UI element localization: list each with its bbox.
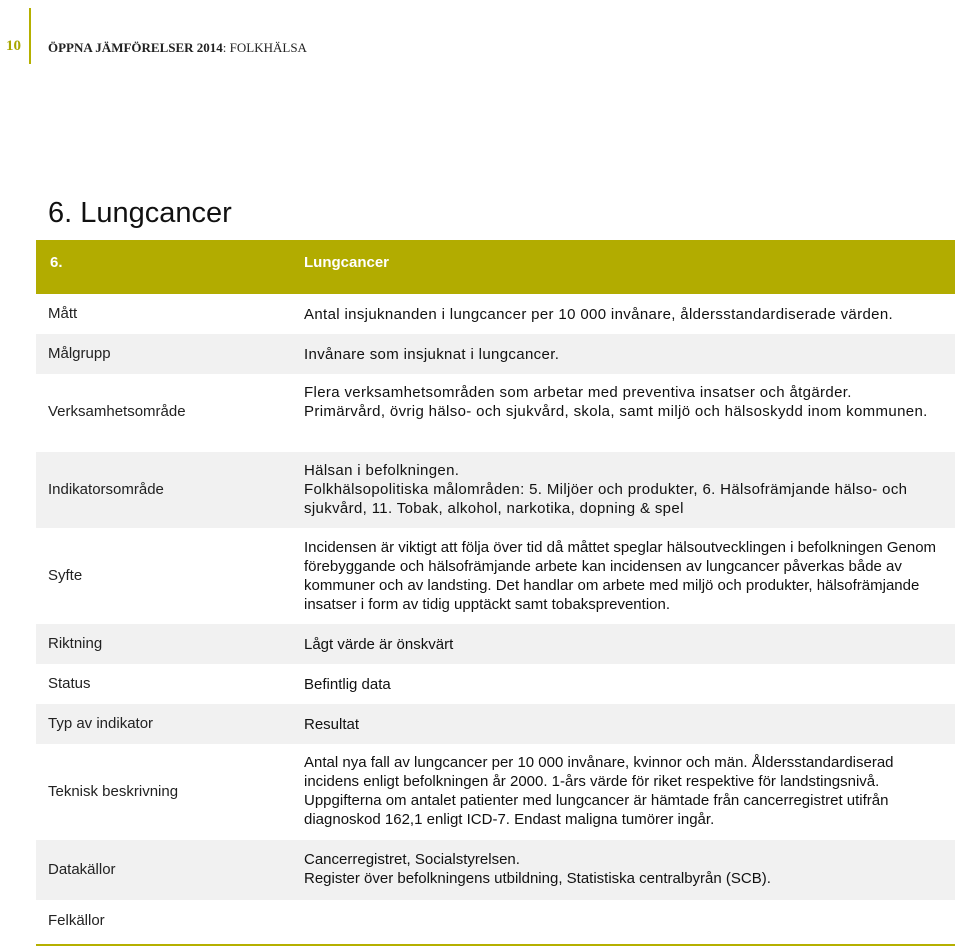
row-label: Teknisk beskrivning: [48, 783, 179, 800]
row-label: Mått: [48, 305, 78, 322]
page-header: [0, 0, 960, 70]
table-header-band: [36, 240, 955, 294]
row-value-line: Befintlig data: [304, 676, 391, 693]
running-head-bold: ÖPPNA JÄMFÖRELSER 2014: [48, 40, 223, 55]
row-value: [304, 715, 944, 734]
table-bottom-rule: [36, 944, 955, 946]
row-value: [304, 305, 944, 324]
running-head-rest: : FOLKHÄLSA: [222, 40, 307, 55]
table-row: [36, 840, 955, 900]
row-value-line: Antal nya fall av lungcancer per 10 000 invånare, kvinnor och män. Åldersstandardiserad incidens enligt befolkningen år 2000. 1-års värde för riket respektive för landstingsnivå. Uppgifterna om antalet patienter med lungcancer är hämtade från cancerregistret utifrån diagnoskod 162,1 enligt ICD-7. Endast maligna tumörer ingår.: [304, 754, 894, 828]
row-value: [304, 675, 944, 694]
row-value: [304, 538, 944, 614]
row-label: Datakällor: [48, 861, 116, 878]
row-value-line: Incidensen är viktigt att följa över tid då måttet speglar hälsoutvecklingen i befolkningen Genom förebyggande och hälsofrämjande arbete kan incidensen av lungcancer påverkas både av kommuner och av landsting. Det handlar om arbete med miljö och produkter, hälsofrämjande insatser i form av tidig upptäckt samt tobaksprevention.: [304, 539, 937, 613]
row-value: [304, 850, 944, 888]
row-value-line: Flera verksamhetsområden som arbetar med preventiva insatser och åtgärder.: [304, 384, 852, 401]
row-value: [304, 461, 944, 518]
row-value: [304, 635, 944, 654]
row-value-line: Hälsan i befolkningen.: [304, 462, 460, 479]
table-row: [36, 624, 955, 664]
table-row: [36, 900, 955, 944]
table-header-title: Lungcancer: [304, 254, 390, 271]
row-label: Indikatorsområde: [48, 481, 164, 498]
row-value-line: Invånare som insjuknat i lungcancer.: [304, 346, 560, 363]
row-value: [304, 345, 944, 364]
page-number: 10: [6, 38, 21, 54]
header-divider: [29, 8, 31, 64]
table-row: [36, 294, 955, 334]
row-value: [304, 383, 944, 421]
row-label: Syfte: [48, 567, 83, 584]
table-row: [36, 664, 955, 704]
table-row: [36, 334, 955, 374]
table-row: [36, 528, 955, 624]
row-label: Felkällor: [48, 912, 105, 929]
table-row: [36, 452, 955, 528]
row-value-line: Resultat: [304, 716, 360, 733]
table-header-number: 6.: [50, 254, 63, 271]
row-value-line: Primärvård, övrig hälso- och sjukvård, skola, samt miljö och hälsoskydd inom kommunen.: [304, 403, 928, 420]
row-value-line: Cancerregistret, Socialstyrelsen.: [304, 851, 520, 868]
row-value-line: Lågt värde är önskvärt: [304, 636, 454, 653]
running-head: [48, 40, 307, 56]
row-label: Typ av indikator: [48, 715, 154, 732]
table-row: [36, 704, 955, 744]
row-value-line: Antal insjuknanden i lungcancer per 10 000 invånare, åldersstandardiserade värden.: [304, 306, 894, 323]
row-value-line: Folkhälsopolitiska målområden: 5. Miljöer och produkter, 6. Hälsofrämjande hälso- och sjukvård, 11. Tobak, alkohol, narkotika, dopning & spel: [304, 481, 908, 517]
table-row: [36, 374, 955, 452]
row-label: Riktning: [48, 635, 103, 652]
row-value-line: Register över befolkningens utbildning, Statistiska centralbyrån (SCB).: [304, 870, 771, 887]
chapter-title: 6. Lungcancer: [48, 197, 232, 229]
table-row: [36, 744, 955, 840]
row-label: Verksamhetsområde: [48, 403, 186, 420]
row-label: Målgrupp: [48, 345, 111, 362]
row-label: Status: [48, 675, 91, 692]
row-value: [304, 753, 944, 829]
